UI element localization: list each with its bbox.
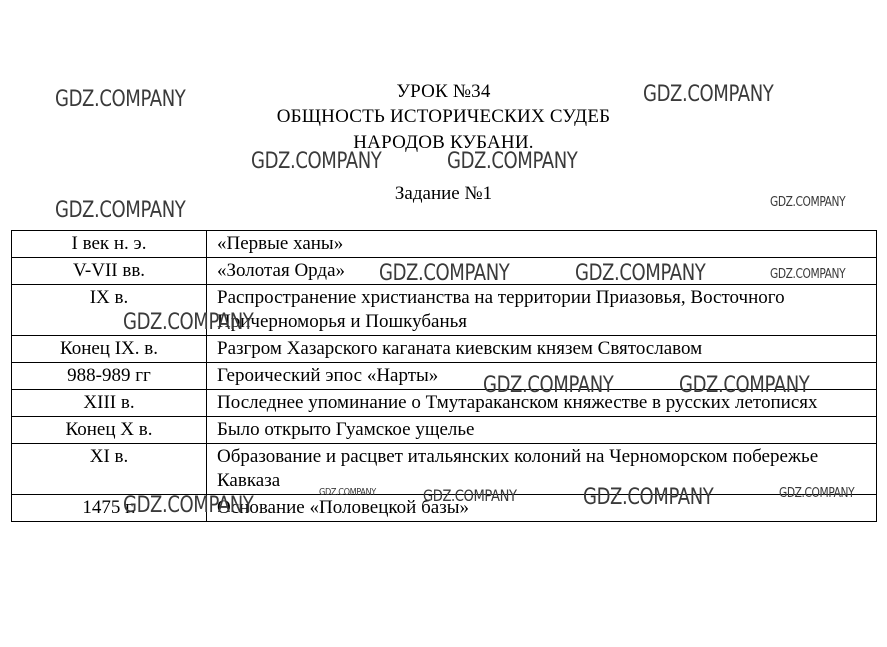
date-cell: V-VII вв. <box>12 258 207 285</box>
table-row <box>12 363 877 390</box>
watermark: GDZ.COMPANY <box>379 261 510 286</box>
event-cell: Было открыто Гуамское ущелье <box>207 417 877 444</box>
table-row <box>12 231 877 258</box>
watermark: GDZ.COMPANY <box>779 486 855 501</box>
event-cell: Героический эпос «Нарты» <box>207 363 877 390</box>
watermark: GDZ.COMPANY <box>123 310 254 335</box>
date-cell: IX в. <box>12 285 207 336</box>
date-cell: 1475 г. <box>12 495 207 522</box>
events-table <box>11 230 877 522</box>
date-cell: XI в. <box>12 444 207 495</box>
table-row <box>12 336 877 363</box>
watermark: GDZ.COMPANY <box>123 493 254 518</box>
date-cell: XIII в. <box>12 390 207 417</box>
event-cell: Распространение христианства на территории Приазовья, Восточного Причерноморья и Пошкубанья <box>207 285 877 336</box>
event-cell: Последнее упоминание о Тмутараканском княжестве в русских летописях <box>207 390 877 417</box>
table-row <box>12 258 877 285</box>
date-cell: I век н. э. <box>12 231 207 258</box>
watermark: GDZ.COMPANY <box>447 149 578 174</box>
table-row <box>12 390 877 417</box>
table-row <box>12 444 877 495</box>
lesson-title-line-1: ОБЩНОСТЬ ИСТОРИЧЕСКИХ СУДЕБ <box>276 106 611 127</box>
task-heading: Задание №1 <box>394 183 493 204</box>
date-cell: Конец X в. <box>12 417 207 444</box>
event-cell: Разгром Хазарского каганата киевским князем Святославом <box>207 336 877 363</box>
table-row <box>12 417 877 444</box>
watermark: GDZ.COMPANY <box>319 487 376 498</box>
watermark: GDZ.COMPANY <box>770 267 846 282</box>
watermark: GDZ.COMPANY <box>583 485 714 510</box>
watermark: GDZ.COMPANY <box>251 149 382 174</box>
date-cell: Конец IX. в. <box>12 336 207 363</box>
watermark: GDZ.COMPANY <box>55 87 186 112</box>
table-row <box>12 285 877 336</box>
lesson-number: УРОК №34 <box>396 81 491 102</box>
watermark: GDZ.COMPANY <box>679 373 810 398</box>
event-cell: Образование и расцвет итальянских колоний на Черноморском побережье Кавказа <box>207 444 877 495</box>
watermark: GDZ.COMPANY <box>770 195 846 210</box>
event-cell: «Первые ханы» <box>207 231 877 258</box>
watermark: GDZ.COMPANY <box>643 82 774 107</box>
watermark: GDZ.COMPANY <box>575 261 706 286</box>
lesson-title-line-2: НАРОДОВ КУБАНИ. <box>353 132 534 153</box>
watermark: GDZ.COMPANY <box>483 373 614 398</box>
event-cell: Основание «Половецкой базы» <box>207 495 877 522</box>
table-row <box>12 495 877 522</box>
watermark: GDZ.COMPANY <box>423 486 517 505</box>
watermark: GDZ.COMPANY <box>55 198 186 223</box>
event-cell: «Золотая Орда» <box>207 258 877 285</box>
date-cell: 988-989 гг <box>12 363 207 390</box>
